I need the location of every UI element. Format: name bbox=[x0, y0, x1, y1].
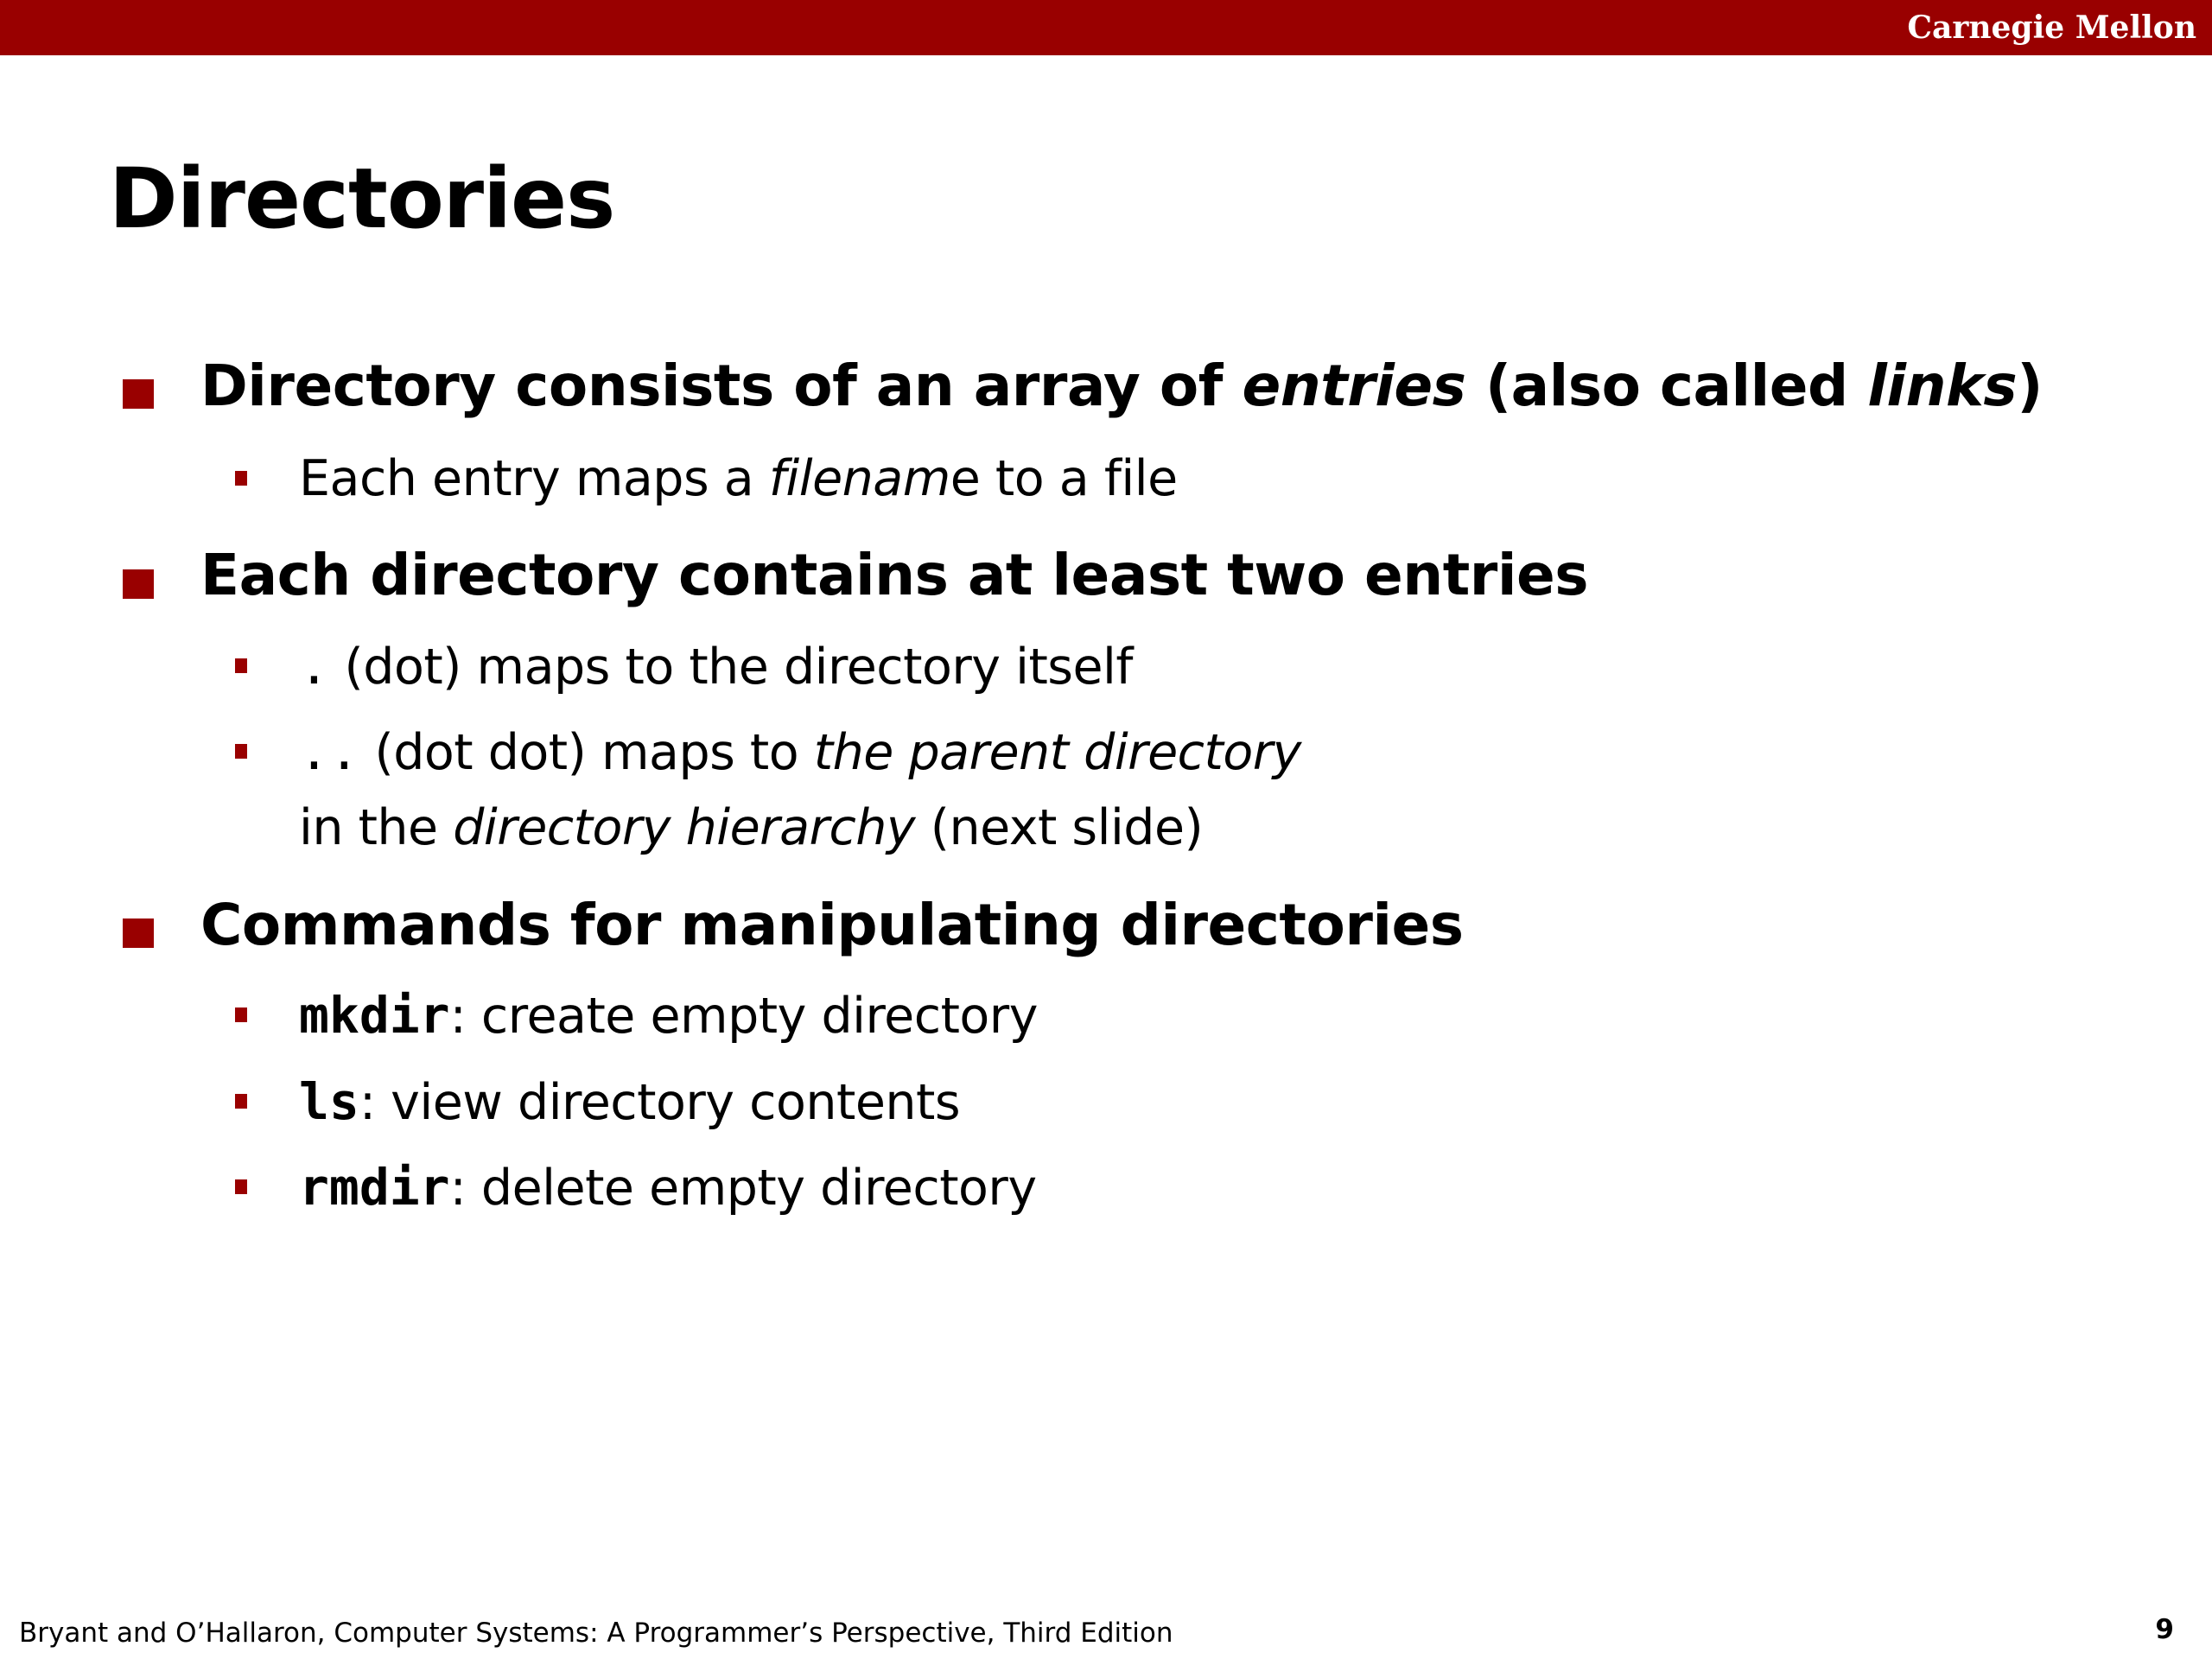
sub-bullet-text: (next slide) bbox=[915, 799, 1204, 856]
sub-bullet-text: e to a file bbox=[950, 450, 1178, 507]
slide-title: Directories bbox=[109, 150, 615, 247]
sub-bullet-dot-dot bbox=[299, 721, 1301, 784]
sub-bullet-text: : view directory contents bbox=[359, 1074, 961, 1131]
sub-bullet-ls bbox=[299, 1071, 960, 1134]
italic-term: links bbox=[1867, 353, 2018, 419]
small-square-bullet-icon bbox=[235, 1179, 247, 1194]
bullet-text: ) bbox=[2017, 353, 2043, 419]
small-square-bullet-icon bbox=[235, 744, 247, 759]
footer-citation: Bryant and O’Hallaron, Computer Systems: A Programmer’s Perspective, Third Edition bbox=[19, 1618, 1173, 1649]
italic-term: directory hierarchy bbox=[453, 799, 916, 856]
square-bullet-icon bbox=[123, 569, 154, 599]
bullet-two-entries: Each directory contains at least two entries bbox=[200, 542, 1589, 608]
sub-bullet-dot-dot-continued bbox=[299, 797, 1203, 859]
italic-term: filenam bbox=[768, 450, 950, 507]
sub-bullet-text: : create empty directory bbox=[449, 988, 1038, 1045]
bullet-directory-entries bbox=[200, 352, 2043, 421]
sub-bullet-mkdir bbox=[299, 984, 1038, 1047]
sub-bullet-text: in the bbox=[299, 799, 454, 856]
sub-bullet-dot bbox=[299, 635, 1133, 698]
sub-bullet-text: Each entry maps a bbox=[299, 450, 769, 507]
sub-bullet-text: (dot) maps to the directory itself bbox=[328, 639, 1133, 696]
italic-term: entries bbox=[1242, 353, 1466, 419]
code-dot: . bbox=[299, 637, 329, 696]
page-number: 9 bbox=[2155, 1614, 2174, 1645]
sub-bullet-rmdir bbox=[299, 1156, 1037, 1219]
small-square-bullet-icon bbox=[235, 471, 247, 486]
sub-bullet-text: : delete empty directory bbox=[449, 1160, 1037, 1217]
header-bar bbox=[0, 0, 2212, 55]
code-ls: ls bbox=[299, 1072, 359, 1131]
small-square-bullet-icon bbox=[235, 1094, 247, 1109]
bullet-commands: Commands for manipulating directories bbox=[200, 892, 1464, 958]
code-rmdir: rmdir bbox=[299, 1158, 450, 1217]
small-square-bullet-icon bbox=[235, 658, 247, 673]
italic-term: the parent directory bbox=[813, 724, 1301, 781]
square-bullet-icon bbox=[123, 918, 154, 948]
sub-bullet-text: (dot dot) maps to bbox=[359, 724, 814, 781]
brand-wordmark: Carnegie Mellon bbox=[1907, 10, 2196, 46]
code-dot-dot: .. bbox=[299, 722, 359, 781]
code-mkdir: mkdir bbox=[299, 986, 450, 1045]
square-bullet-icon bbox=[123, 379, 154, 409]
bullet-text: Directory consists of an array of bbox=[200, 353, 1243, 419]
bullet-text: (also called bbox=[1465, 353, 1868, 419]
small-square-bullet-icon bbox=[235, 1007, 247, 1022]
sub-bullet-entry-maps bbox=[299, 448, 1178, 510]
